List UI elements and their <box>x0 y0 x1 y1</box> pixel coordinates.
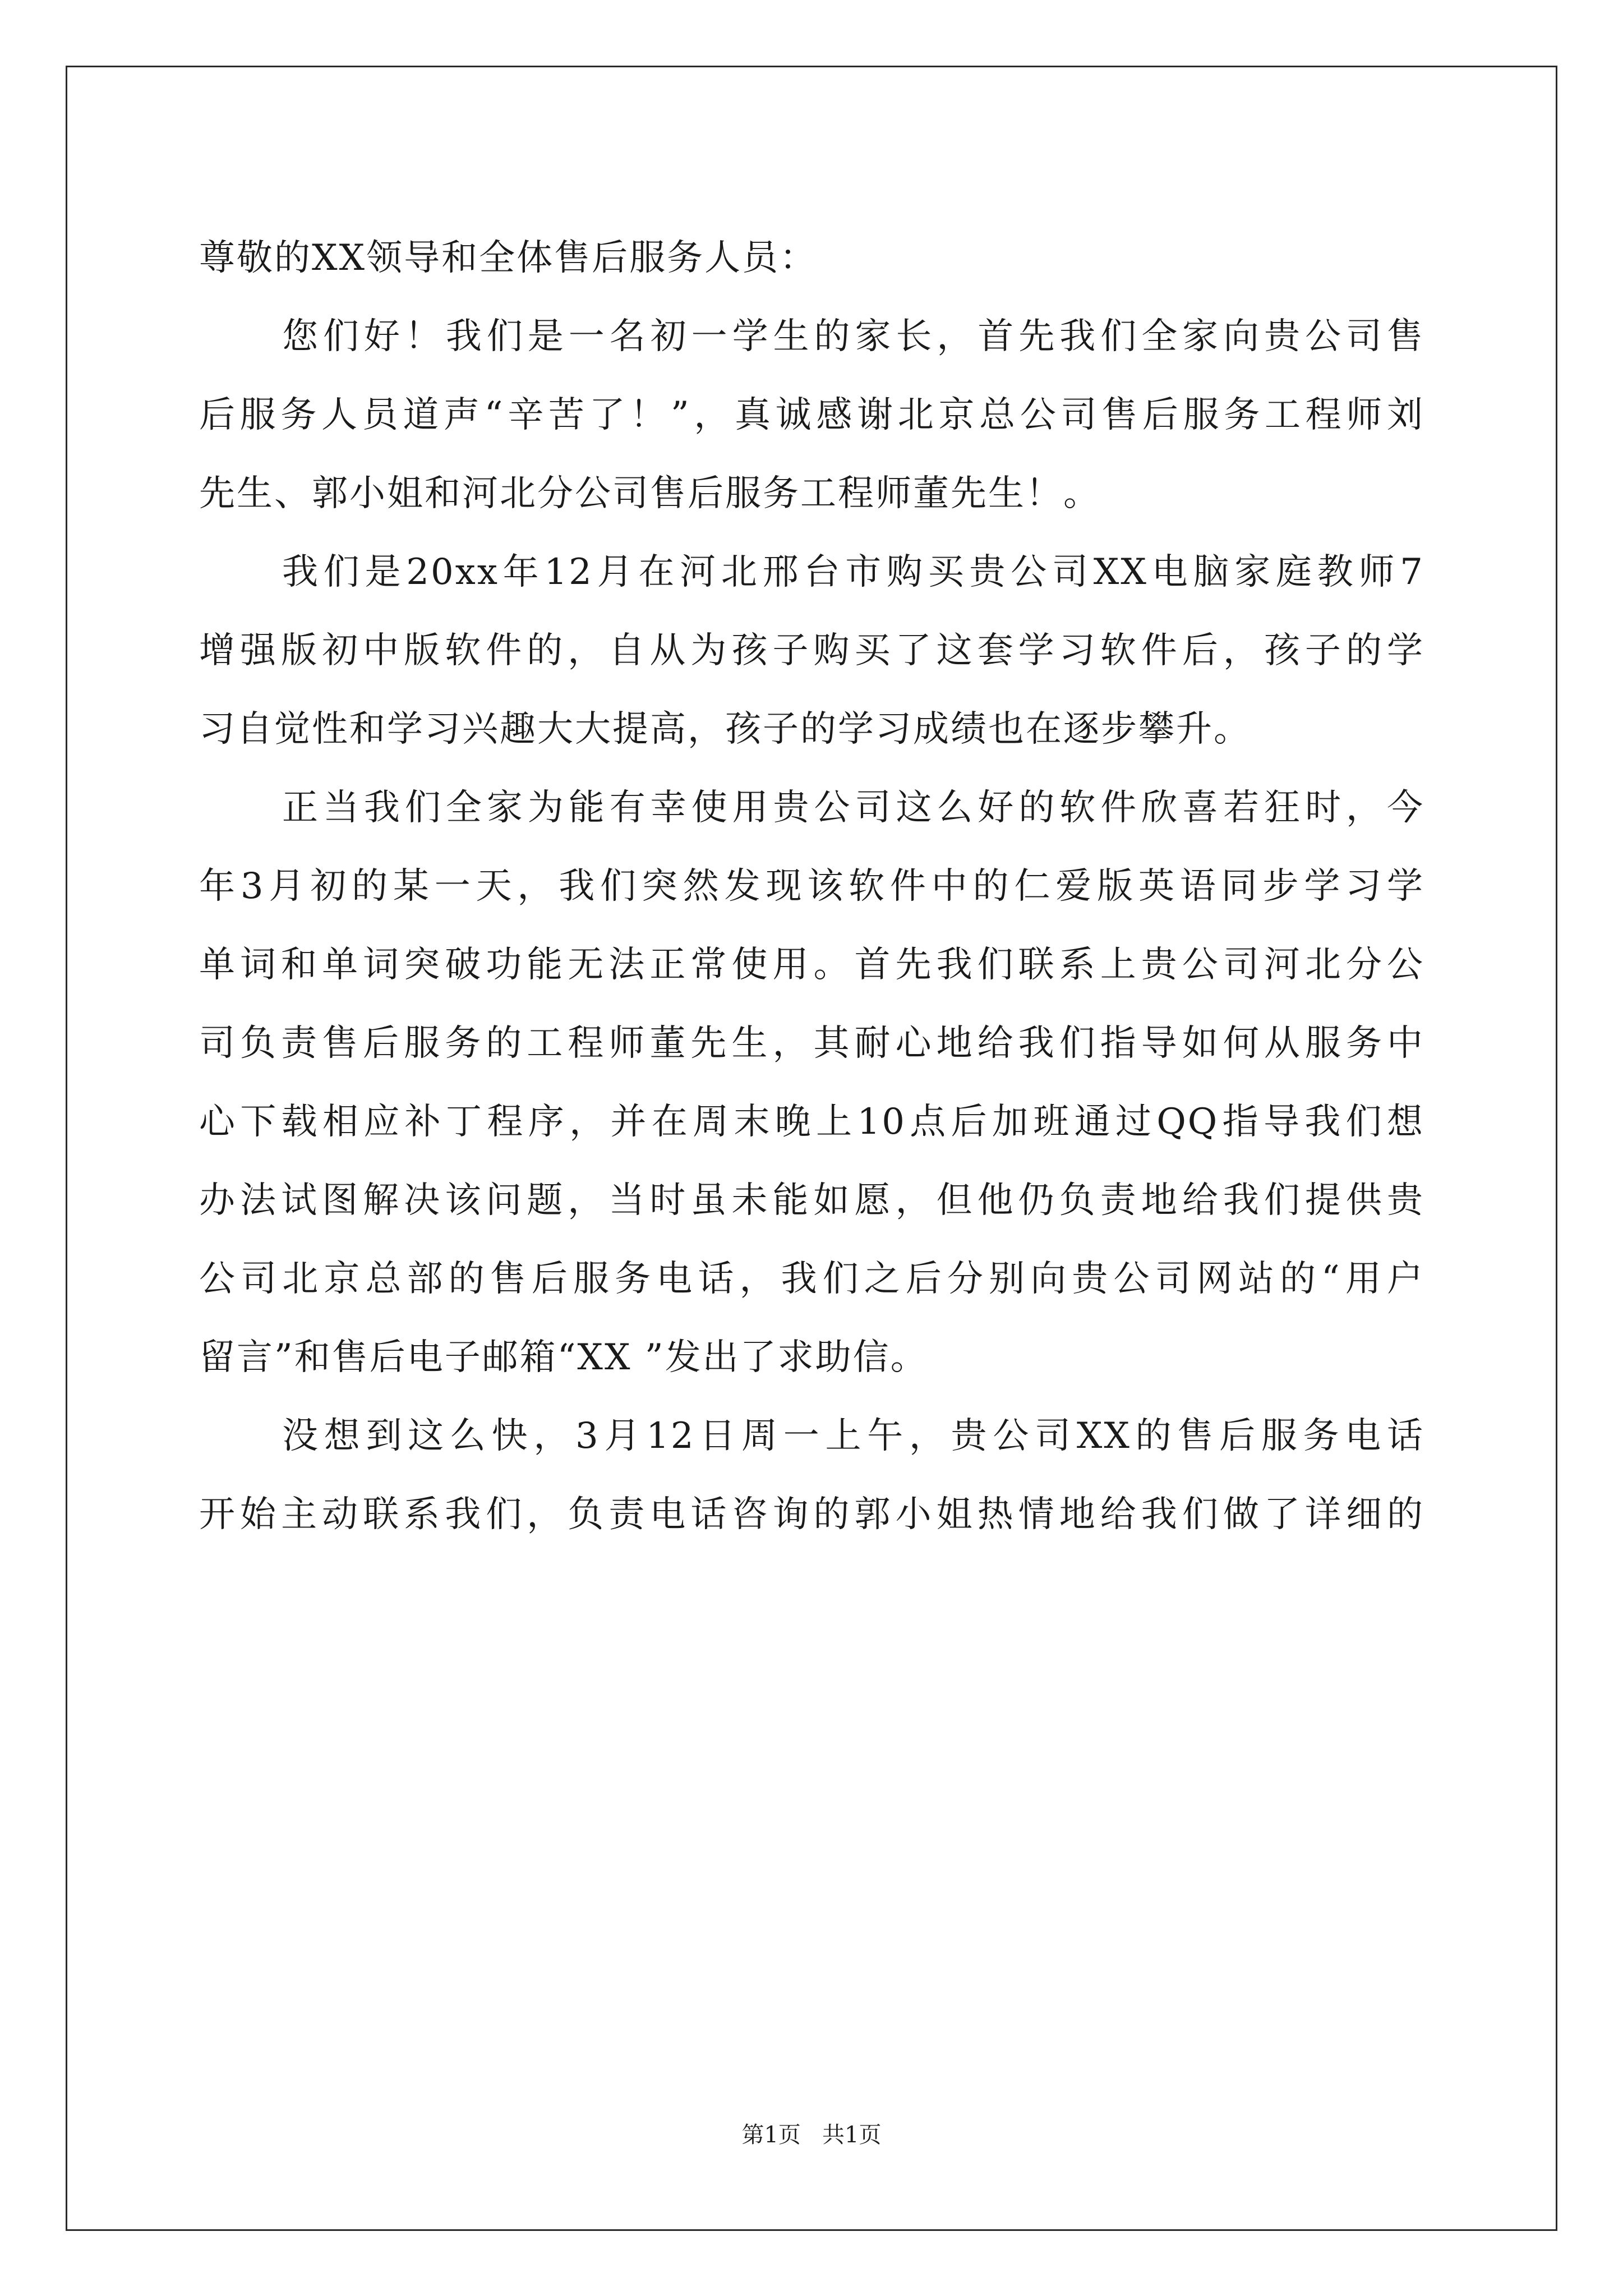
paragraph-4-line-2: 开始主动联系我们，负责电话咨询的郭小姐热情地给我们做了详细的 <box>199 1494 1424 1535</box>
paragraph-1-line-2: 后服务人员道声“辛苦了！”，真诚感谢北京总公司售后服务工程师刘 <box>199 394 1424 436</box>
paragraph-1-line-3: 先生、郭小姐和河北分公司售后服务工程师董先生！。 <box>199 473 1101 514</box>
paragraph-3-line-8: 留言”和售后电子邮箱“XX ”发出了求助信。 <box>199 1337 928 1378</box>
paragraph-3-line-5: 心下载相应补丁程序，并在周末晚上10点后加班通过QQ指导我们想 <box>199 1101 1424 1143</box>
letter-body <box>199 219 1424 1554</box>
paragraph-4-line-1: 没想到这么快，3月12日周一上午，贵公司XX的售后服务电话 <box>282 1415 1424 1457</box>
paragraph-3-line-2: 年3月初的某一天，我们突然发现该软件中的仁爱版英语同步学习学 <box>199 866 1424 907</box>
paragraph-3-line-3: 单词和单词突破功能无法正常使用。首先我们联系上贵公司河北分公 <box>199 944 1424 986</box>
paragraph-3-line-1: 正当我们全家为能有幸使用贵公司这么好的软件欣喜若狂时，今 <box>282 787 1424 829</box>
paragraph-2-line-3: 习自觉性和学习兴趣大大提高，孩子的学习成绩也在逐步攀升。 <box>199 708 1251 750</box>
paragraph-3-line-6: 办法试图解决该问题，当时虽未能如愿，但他仍负责地给我们提供贵 <box>199 1180 1424 1221</box>
paragraph-3-line-7: 公司北京总部的售后服务电话，我们之后分别向贵公司网站的“用户 <box>199 1258 1424 1300</box>
paragraph-2-line-2: 增强版初中版软件的，自从为孩子购买了这套学习软件后，孩子的学 <box>199 630 1424 671</box>
paragraph-1-line-1: 您们好！我们是一名初一学生的家长，首先我们全家向贵公司售 <box>282 316 1424 357</box>
paragraph-2-line-1: 我们是20xx年12月在河北邢台市购买贵公司XX电脑家庭教师7 <box>282 551 1424 593</box>
page-number-footer: 第1页 共1页 <box>741 2122 882 2148</box>
paragraph-3-line-4: 司负责售后服务的工程师董先生，其耐心地给我们指导如何从服务中 <box>199 1023 1424 1064</box>
salutation-line: 尊敬的XX领导和全体售后服务人员： <box>199 237 818 279</box>
